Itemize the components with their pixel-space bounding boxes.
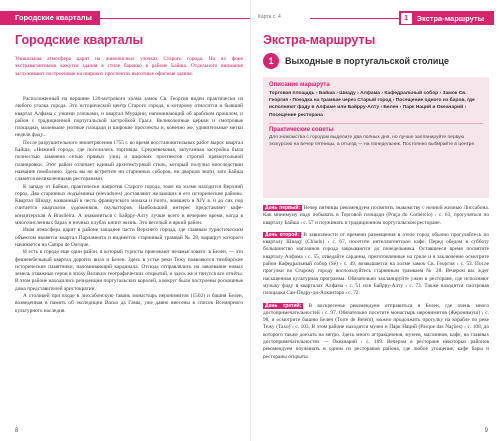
intro-paragraph: Уникальная атмосфера царит на живописных улочках Старого города. На их фоне экстравагантными кажутся здания в стиле барокко в районе Байша. Отдельного внимания заслуживают построенные на широких проспектах высотные офисные здания.	[15, 56, 243, 77]
left-body-text	[15, 96, 243, 315]
page-number-right: 9	[484, 428, 488, 434]
right-header-rule	[310, 18, 399, 19]
left-header-rule	[100, 18, 250, 19]
day-tag: День третий:	[265, 302, 302, 309]
body-paragraph: И есть в городе еще один район, в который туристы приезжают незамысловато: в Белен, — это фешенебельный квартал дорогих вилл и Белен. Здесь в устье реки Тежу появляются тимбирские исторические памятники, напоминающий кардинала. Отсюда отправлялись на завоевание новых земель отважные герои в эпоху Великих географических открытий, и здесь же и тянутся все отчёты. В этом районе находились резиденции португальских королей, а вокруг были построены роскошные дома представителей аристократии.	[15, 249, 243, 292]
left-running-header	[0, 11, 250, 25]
day-paragraph	[263, 303, 489, 361]
page-number-left: 8	[15, 428, 19, 434]
route-box-title: Описание маршрута	[269, 82, 330, 88]
right-running-header	[258, 11, 494, 25]
left-header-label: Городские кварталы	[0, 11, 100, 25]
day-tag: День второй:	[265, 231, 300, 238]
day-text: В зависимости от времени размещения в отеле город обычно прогуляйтесь по кварталу Шиаду (Chiado) › с. 67, посетите интеллигентское кафе. Перед обедом в субботу большинство магазинов города закрываются до понедельника. Оставшееся время посвятите кварталу Алфама › с. 55, отведайте сардины, приготовленные на гриле и в заключение осмотрите район Кафедральный собор (Sé) › с. 49, возвышается на холме замок Св. Георгия › с. 53. После прогулки по Старому городу воспользуйтесь старинным трамваем № 28. Вечером вас ждет насыщенная культурная программа. Обязательно запланируйте ужин в ресторане, где исполняют музыку фаду в кварталах Алфама › с. 51 или Байрру-Алту › с. 73. Также находится смотровая площадка Сан-Педру-ди-Алкантара › с. 72.	[263, 231, 489, 297]
route-heading	[263, 51, 489, 71]
tips-title: Практические советы	[269, 126, 334, 133]
day-text: Вечер пятницы рекомендуем посвятить знакомству с ночной жизнью Лиссабона. Как минимуму надо побывать в Торговой площади (Praça do Comércio) › с. 63, прогуляться по кварталу Байша › с. 57 и поужинать в традиционном португальском ресторане.	[263, 205, 489, 226]
body-paragraph: Иная атмосфера царит в районе западнее части Верхнего города, где главным туристическим объектом является квартал Парламента и виднеется старинный трамвай № 28, маршрут которого начинается на Campo de Ourique.	[15, 227, 243, 248]
tips-text: Для знакомства с городом выделите два полных дня, но лучше запланируйте первую экскурсию на вечер пятницы, а отъезд — на понедельник. Постоянно выбирайте в центре.	[269, 134, 476, 147]
day-paragraph	[263, 205, 489, 227]
chapter-title: Экстра-маршруты	[416, 13, 484, 23]
route-number-badge: 1	[263, 53, 279, 69]
body-paragraph: К западу от Байши, практически напротив Старого города, тоже на холме находится Верхний город. Два старинных подъёмника (elevadores) доставляют желающих в его исторические районы. Квартал Шиаду, названный в честь французского монаха и поэта, жившего в XIV в. и до сих пор считается кварталом художников, скульпторов. Наибольший интерес представляет кафе-кондитерская A Brasileira. А знакомиться с Байрру-Алту лучше всего в вечернее время, когда в многочисленных барах и ночных клубах кипит жизнь. Это веселый и яркий район.	[15, 183, 243, 227]
day-tag: День первый:	[265, 205, 301, 211]
right-body-text	[263, 205, 489, 366]
day-text: В воскресенье рекомендуем отправиться в Белен, где очень много достопримечательностей › с. 97. Обязательно посетите монастырь иеронимитов (Жеронимуш) › с. 98, и осмотрите башню Белен (Torre de Belém), можно продолжить прогулку на корабле по реке Тежу (Тахо) › с. 103. В этом районе находятся музеи и Парк Наций (Parque das Nações) › с. 108, до которого также доехать на метро. Здесь много аттракционов, музеев, магазинов, кафе, на главных достопримечательностях — Океанарий › с. 109. Вечером в ресторане некоторых районов рекомендуем поужинать в одном из ресторанов района, где любое угощение, кафе бары и рестораны открыты.	[263, 302, 489, 360]
map-reference[interactable]: Карта с. 4	[258, 14, 281, 21]
route-description: Торговая площадь › Байша › Шиаду › Алфама › Кафедральный собор › Замок Св. Георгия › Поездка на трамвае через Старый город › Посещение одного из баров, где исполняют фаду в Алфаме или Байрру-Алту › Белен › Парк Наций и Океанарий › Посещение ресторана	[269, 91, 475, 118]
section-title: Экстра-маршруты	[263, 33, 376, 47]
chapter-number: 1	[401, 13, 412, 24]
body-paragraph: После разрушительного землетрясения 1755 г. во время восстановительных работ вырос квартал Байша, «Нижний город», где поселились торговцы. Средневековая, запутанная застройка была полностью заменена сетью прямых улиц и широких проспектов строгой прямоугольной планировки. Этот район отличает единый архитектурный стиль, который получил впоследствии название помбалино. Здесь вы не встретите ни старинных соборов, ни дворцов знати, зато Байша славится великолепными ресторанами.	[15, 139, 243, 183]
route-name: Выходные в португальской столице	[285, 56, 449, 66]
body-paragraph: А столицей при входе в лиссабонскую гавань монастырь иеронимитов (1502) и башня Белен, возведенная в память об экспедиции Васко да Гамы, уже давно внесены в список Всемирного культурного наследия.	[15, 293, 243, 314]
box-divider	[269, 123, 483, 124]
day-paragraph	[263, 232, 489, 298]
route-info-box	[263, 77, 489, 198]
page-title: Городские кварталы	[15, 33, 144, 47]
body-paragraph: Расположенный на вершине 120-метрового холма замок Св. Георгия виден практически из любого уголка города. Это исторический центр Старого города, к которому относится и бывший квартал Алфама с узкими улочками, и квартал Мурарии, напоминающий об арабском прошлом, и район с традиционной португальской застройкой Граса. Великолепные церкви и смотровые площадки, маленькие уютные площади и широкие проспекты и, конечно же, удивительные метки недели фаду...	[15, 96, 243, 139]
chapter-bar	[399, 11, 494, 25]
